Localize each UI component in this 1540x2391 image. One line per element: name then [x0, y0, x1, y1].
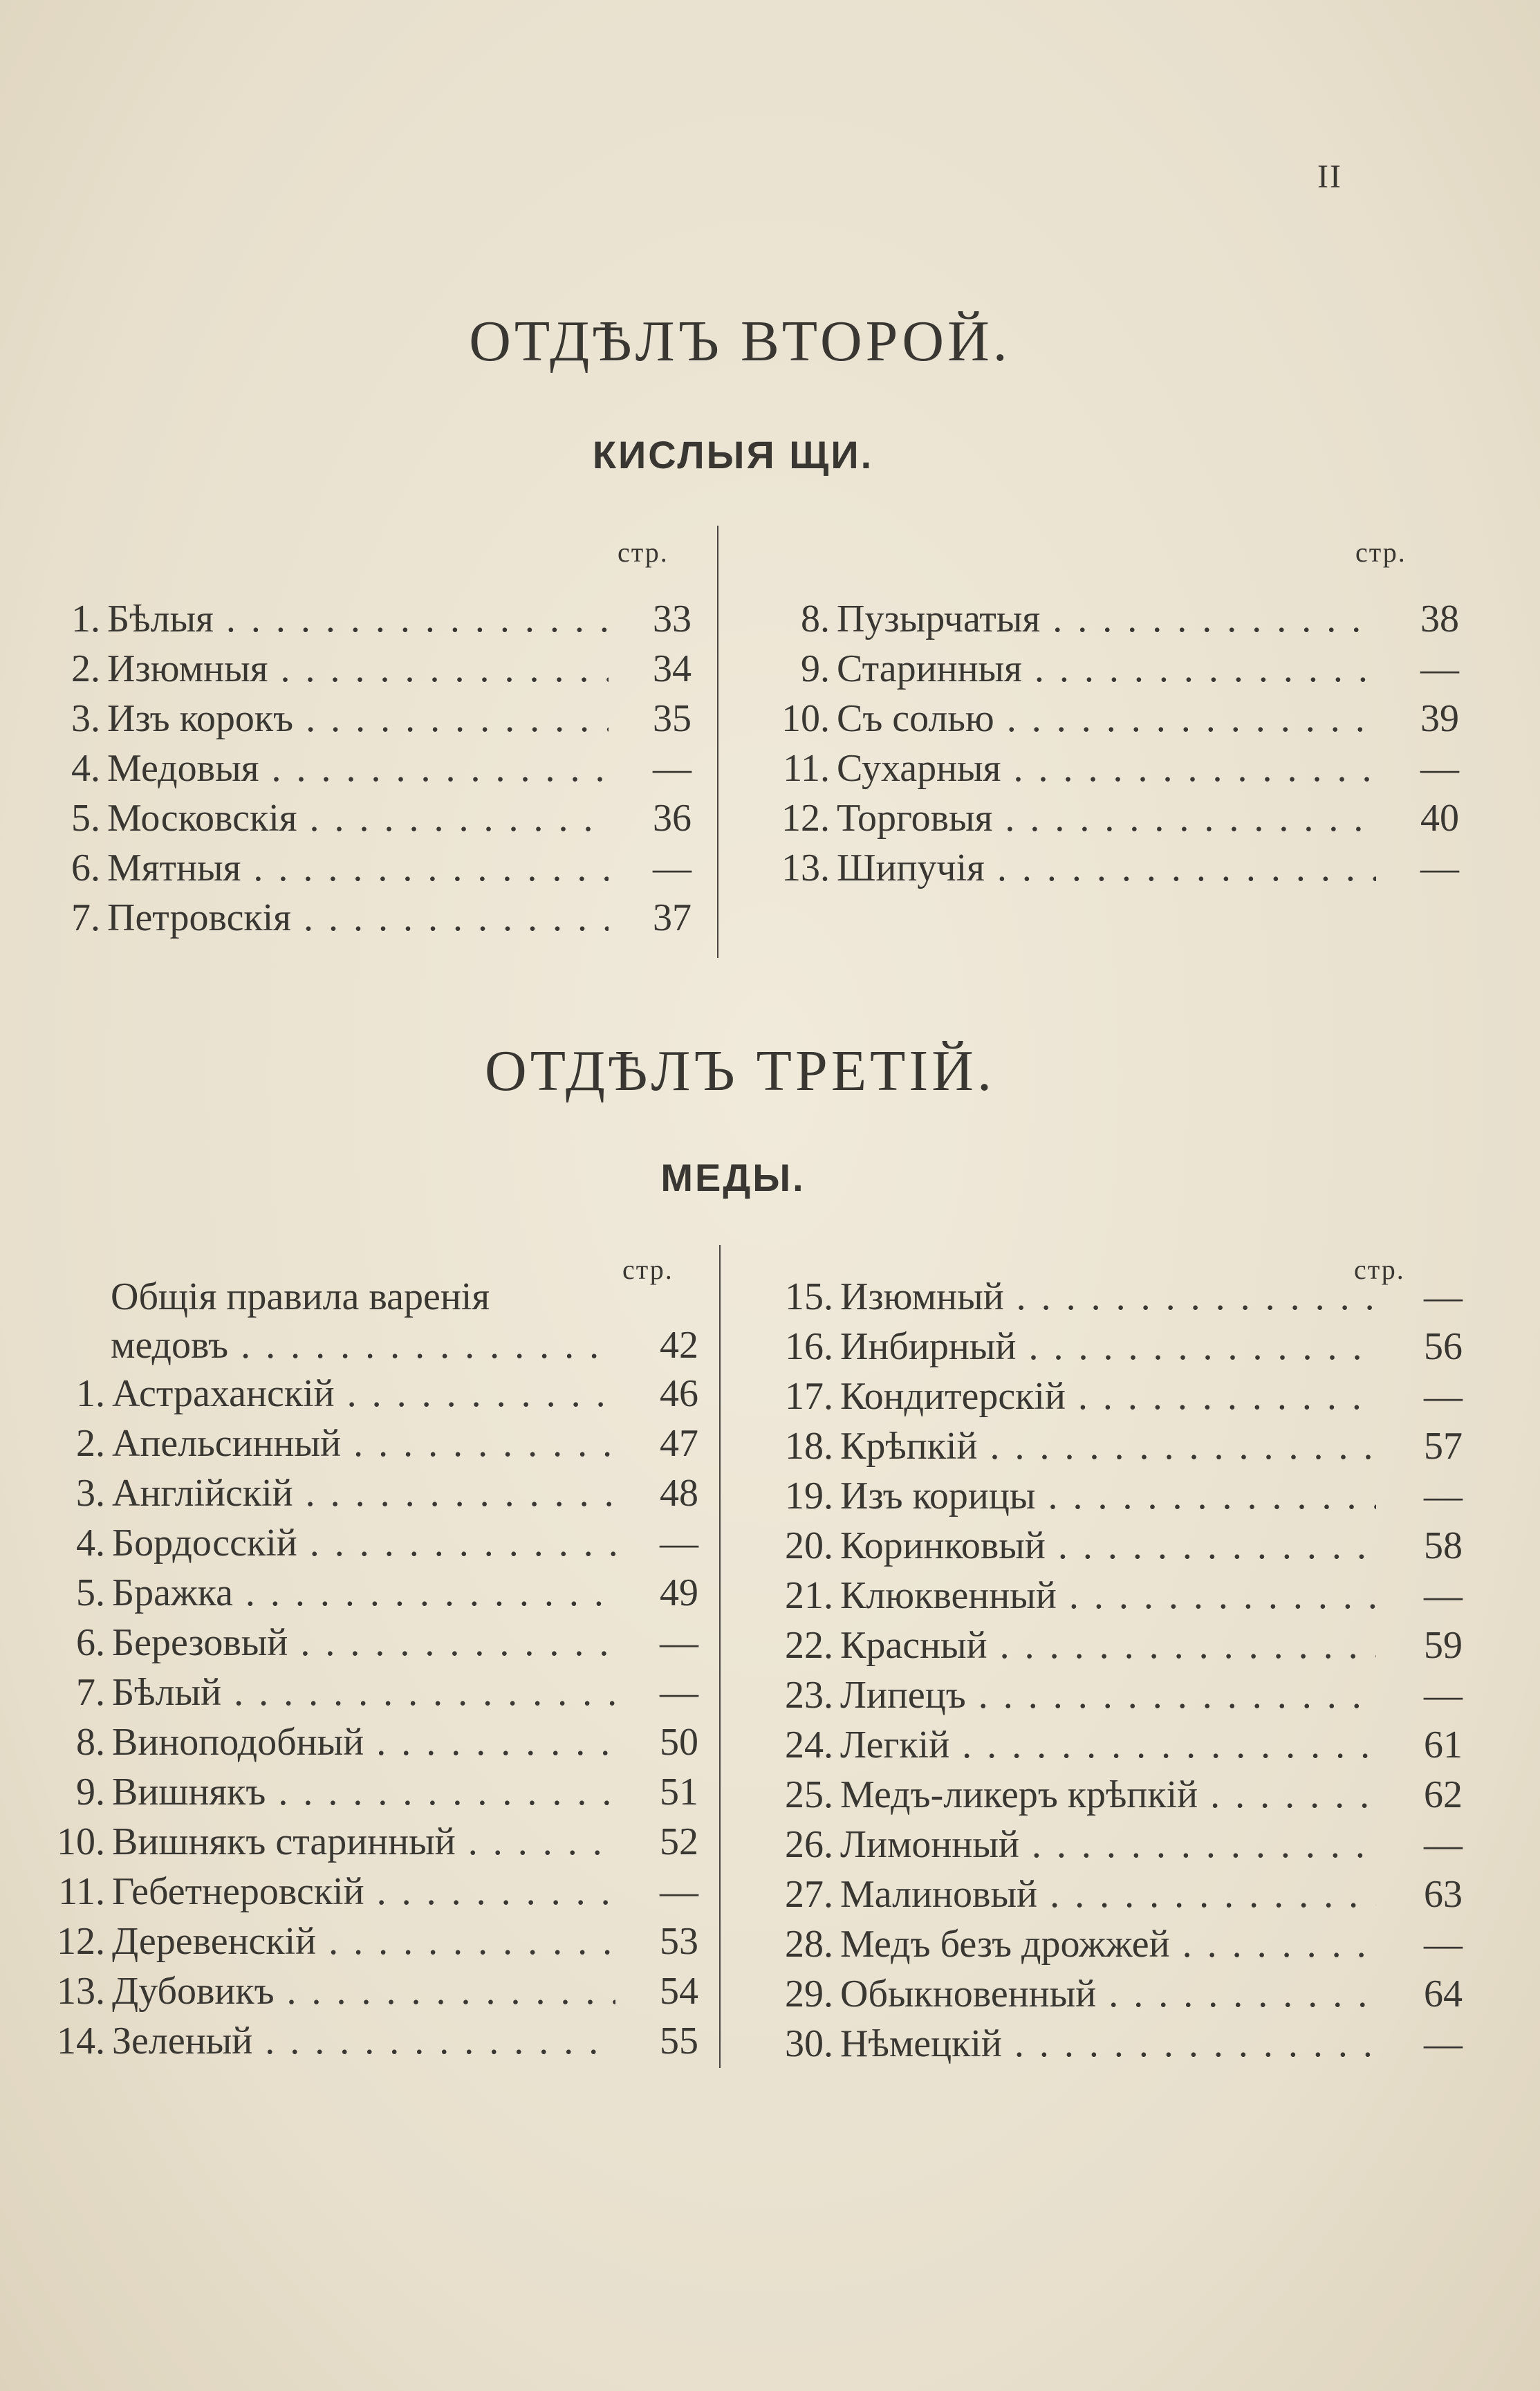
toc-entry-title: Сухарныя . . . [837, 744, 1376, 793]
toc-entry-page: — [653, 847, 692, 889]
toc-entry-number: 8. [76, 1721, 105, 1764]
toc-entry-page: 55 [660, 2020, 698, 2062]
toc-entry-title: Коринковый . . . [840, 1522, 1376, 1570]
toc-entry-number: 27. [785, 1873, 833, 1916]
toc-entry-page: 51 [660, 1771, 698, 1813]
toc-entry-number: 28. [785, 1923, 833, 1966]
toc-entry-page: 49 [660, 1571, 698, 1614]
toc-entry-number: 2. [76, 1422, 105, 1465]
toc-entry-number: 3. [71, 697, 100, 740]
toc-entry-title: Торговыя . . . [837, 794, 1376, 842]
toc-entry-title: Деревенскій . . . [112, 1917, 615, 1966]
toc-entry-title: Изъ корицы . . . [840, 1472, 1376, 1520]
toc-entry-page: 48 [660, 1472, 698, 1515]
toc-entry-page: — [653, 747, 692, 790]
toc-entry-title: Нѣмецкій . . . [840, 2020, 1376, 2068]
toc-entry-number: 29. [785, 1973, 833, 2015]
toc-entry-page: 53 [660, 1920, 698, 1963]
toc-entry-number: 10. [57, 1820, 105, 1863]
toc-entry-title: Медовыя . . . [107, 744, 609, 793]
toc-entry-number: 1. [71, 598, 100, 640]
toc-entry-number: 13. [57, 1970, 105, 2013]
toc-intro-line2: медовъ . . . [111, 1321, 615, 1369]
toc-entry-number: 26. [785, 1823, 833, 1866]
toc-entry-number: 10. [781, 697, 830, 740]
toc-entry-title: Шипучія . . . [837, 844, 1376, 892]
toc-entry-number: 9. [76, 1771, 105, 1813]
toc-entry-title: Англійскій . . . [112, 1469, 615, 1517]
toc-entry-number: 23. [785, 1674, 833, 1717]
toc-entry-number: 14. [57, 2020, 105, 2062]
toc-intro-page: 42 [660, 1324, 698, 1367]
toc-entry-number: 8. [801, 598, 830, 640]
toc-entry-number: 5. [76, 1571, 105, 1614]
section-title-second: ОТДѢЛЪ ВТОРОЙ. [469, 309, 1011, 373]
toc-entry-title: Вишнякъ . . . [112, 1768, 615, 1816]
toc-entry-title: Изъ корокъ . . . [107, 694, 609, 743]
toc-entry-number: 18. [785, 1425, 833, 1468]
toc-entry-number: 6. [76, 1621, 105, 1664]
toc-entry-page: — [1424, 1674, 1463, 1717]
toc-entry-page: — [660, 1621, 698, 1664]
toc-entry-number: 17. [785, 1375, 833, 1418]
toc-entry-page: 47 [660, 1422, 698, 1465]
toc-entry-title: Зеленый . . . [112, 2017, 615, 2065]
toc-entry-page: 39 [1420, 697, 1459, 740]
toc-entry-page: — [1424, 1375, 1463, 1418]
toc-entry-number: 7. [76, 1671, 105, 1714]
section-title-third: ОТДѢЛЪ ТРЕТІЙ. [485, 1039, 995, 1103]
toc-entry-page: — [1424, 2022, 1463, 2065]
toc-entry-number: 22. [785, 1624, 833, 1667]
toc-entry-page: — [1424, 1275, 1463, 1318]
toc-entry-title: Клюквенный . . . [840, 1571, 1376, 1620]
toc-intro-line1: Общія правила варенія [111, 1275, 490, 1318]
toc-entry-page: 40 [1420, 797, 1459, 840]
page-column-label-left: стр. [622, 1254, 674, 1285]
toc-entry-title: Изюмныя . . . [107, 645, 609, 693]
toc-entry-title: Бѣлыя . . . [107, 595, 609, 643]
page-column-label-right: стр. [1354, 1254, 1405, 1285]
toc-entry-number: 6. [71, 847, 100, 889]
toc-entry-number: 25. [785, 1773, 833, 1816]
toc-entry-title: Легкій . . . [840, 1721, 1376, 1769]
toc-entry-title: Гебетнеровскій . . . [112, 1867, 615, 1916]
toc-entry-page: 36 [653, 797, 692, 840]
toc-entry-number: 2. [71, 647, 100, 690]
toc-entry-page: 50 [660, 1721, 698, 1764]
toc-entry-page: 34 [653, 647, 692, 690]
toc-entry-page: — [660, 1522, 698, 1564]
toc-entry-page: — [660, 1671, 698, 1714]
toc-entry-number: 9. [801, 647, 830, 690]
toc-entry-number: 24. [785, 1724, 833, 1766]
toc-entry-number: 1. [76, 1372, 105, 1415]
subtitle-meads: МЕДЫ. [660, 1156, 806, 1199]
toc-entry-title: Березовый . . . [112, 1618, 615, 1667]
page-column-label-right: стр. [1355, 537, 1407, 568]
toc-entry-title: Старинныя . . . [837, 645, 1376, 693]
toc-entry-page: 54 [660, 1970, 698, 2013]
toc-entry-title: Медъ безъ дрожжей . . . [840, 1920, 1376, 1968]
toc-entry-number: 4. [71, 747, 100, 790]
toc-entry-page: 63 [1424, 1873, 1463, 1916]
toc-entry-title: Бражка . . . [112, 1569, 615, 1617]
toc-entry-title: Астраханскій . . . [112, 1369, 615, 1418]
toc-entry-number: 3. [76, 1472, 105, 1515]
toc-entry-page: 61 [1424, 1724, 1463, 1766]
toc-entry-page: — [1420, 647, 1459, 690]
toc-entry-number: 19. [785, 1475, 833, 1517]
toc-entry-title: Медъ-ликеръ крѣпкій . . . [840, 1771, 1376, 1819]
toc-entry-title: Московскія . . . [107, 794, 609, 842]
toc-entry-title: Обыкновенный . . . [840, 1970, 1376, 2018]
toc-entry-page: — [660, 1870, 698, 1913]
toc-entry-number: 4. [76, 1522, 105, 1564]
page-number: II [1317, 158, 1342, 195]
toc-entry-title: Апельсинный . . . [112, 1419, 615, 1468]
toc-entry-page: — [1424, 1475, 1463, 1517]
toc-entry-page: — [1420, 847, 1459, 889]
toc-entry-title: Бордосскій . . . [112, 1519, 615, 1567]
toc-entry-title: Бѣлый . . . [112, 1668, 615, 1717]
toc-entry-number: 5. [71, 797, 100, 840]
toc-entry-number: 15. [785, 1275, 833, 1318]
toc-entry-title: Малиновый . . . [840, 1870, 1376, 1919]
toc-entry-number: 12. [57, 1920, 105, 1963]
toc-entry-number: 13. [781, 847, 830, 889]
toc-entry-title: Изюмный . . . [840, 1273, 1376, 1321]
toc-entry-title: Кондитерскій . . . [840, 1372, 1376, 1421]
toc-entry-number: 21. [785, 1574, 833, 1617]
toc-entry-page: 64 [1424, 1973, 1463, 2015]
toc-entry-title: Дубовикъ . . . [112, 1967, 615, 2015]
toc-entry-number: 12. [781, 797, 830, 840]
toc-entry-title: Липецъ . . . [840, 1671, 1376, 1719]
toc-entry-title: Виноподобный . . . [112, 1718, 615, 1766]
toc-entry-page: 52 [660, 1820, 698, 1863]
toc-entry-title: Крѣпкій . . . [840, 1422, 1376, 1470]
toc-entry-title: Вишнякъ старинный . . . [112, 1818, 615, 1866]
toc-entry-title: Петровскія . . . [107, 894, 609, 942]
toc-entry-page: 38 [1420, 598, 1459, 640]
toc-entry-page: 46 [660, 1372, 698, 1415]
toc-entry-page: — [1424, 1923, 1463, 1966]
toc-entry-page: — [1424, 1574, 1463, 1617]
toc-entry-page: 56 [1424, 1325, 1463, 1368]
toc-entry-title: Красный . . . [840, 1621, 1376, 1670]
toc-entry-number: 11. [783, 747, 830, 790]
column-divider [719, 1245, 721, 2068]
toc-entry-page: 59 [1424, 1624, 1463, 1667]
toc-entry-page: 37 [653, 896, 692, 939]
toc-entry-number: 11. [58, 1870, 105, 1913]
toc-entry-title: Лимонный . . . [840, 1820, 1376, 1869]
toc-entry-number: 16. [785, 1325, 833, 1368]
toc-entry-number: 7. [71, 896, 100, 939]
toc-entry-title: Пузырчатыя . . . [837, 595, 1376, 643]
toc-entry-page: 33 [653, 598, 692, 640]
subtitle-sour-shchi: КИСЛЫЯ ЩИ. [592, 433, 874, 477]
toc-entry-page: — [1420, 747, 1459, 790]
page-column-label-left: стр. [618, 537, 669, 568]
toc-entry-page: 35 [653, 697, 692, 740]
toc-entry-title: Мятныя . . . [107, 844, 609, 892]
toc-entry-title: Инбирный . . . [840, 1322, 1376, 1371]
column-divider [717, 526, 718, 958]
toc-entry-number: 20. [785, 1524, 833, 1567]
toc-entry-page: 58 [1424, 1524, 1463, 1567]
toc-entry-page: — [1424, 1823, 1463, 1866]
toc-entry-title: Съ солью . . . [837, 694, 1376, 743]
toc-entry-number: 30. [785, 2022, 833, 2065]
toc-entry-page: 57 [1424, 1425, 1463, 1468]
toc-entry-page: 62 [1424, 1773, 1463, 1816]
